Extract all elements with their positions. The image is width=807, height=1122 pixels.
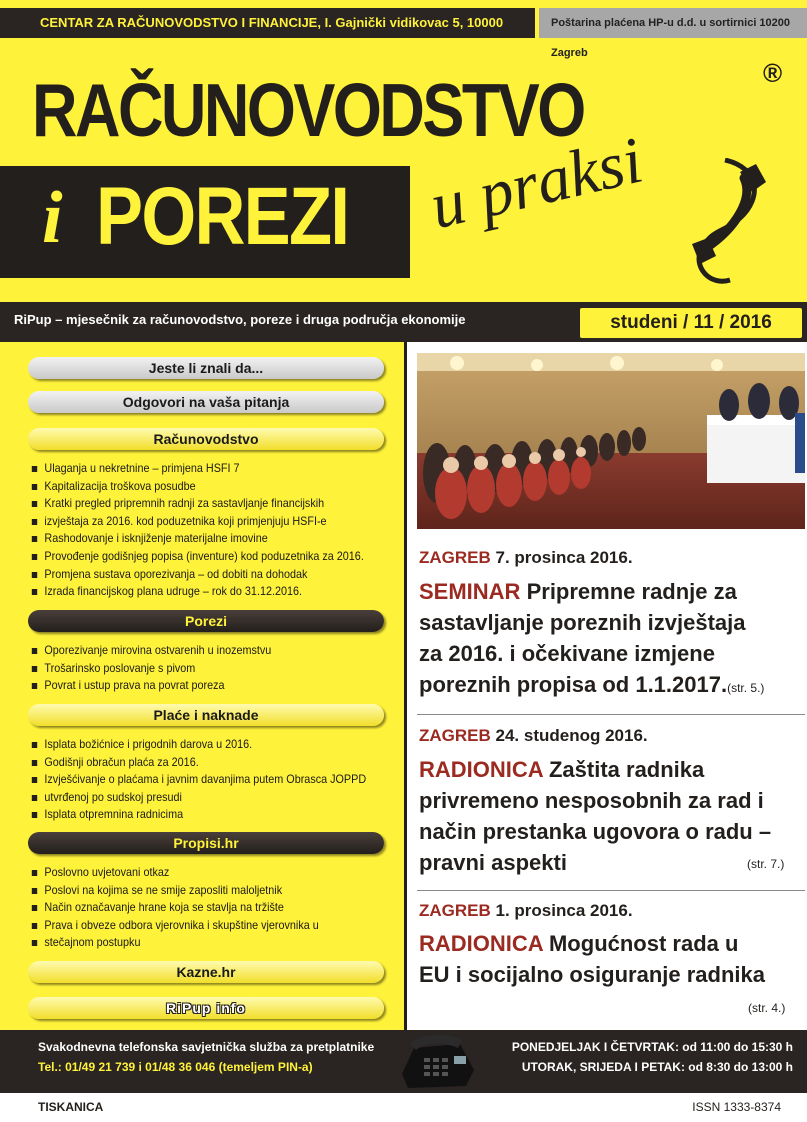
list-item: Kapitalizacija troškova posudbe	[30, 478, 395, 496]
section-porezi[interactable]: Porezi	[28, 610, 384, 632]
title-porezi: POREZI	[96, 171, 349, 262]
event-divider	[417, 714, 805, 715]
list-item: Isplata božićnice i prigodnih darova u 2016.	[30, 736, 395, 754]
racunovodstvo-list	[30, 460, 395, 601]
event-page-ref: (str. 4.)	[748, 1001, 786, 1015]
column-divider	[404, 342, 407, 1030]
section-place[interactable]: Plaće i naknade	[28, 704, 384, 726]
section-ripup-info[interactable]: RiPup info	[28, 997, 384, 1019]
section-odgovori[interactable]: Odgovori na vaša pitanja	[28, 391, 384, 413]
title-i: i	[42, 177, 63, 259]
event-city: ZAGREB	[419, 726, 491, 745]
event-1-date	[419, 548, 633, 568]
event-1-title[interactable]	[419, 576, 803, 704]
list-item: Isplata otpremnina radnicima	[30, 806, 395, 824]
list-item-continued: stečajnom postupku	[30, 934, 395, 952]
event-title-line: EU i socijalno osiguranje radnika	[419, 962, 765, 987]
event-3-date	[419, 901, 633, 921]
footer-hours-1: PONEDJELJAK I ČETVRTAK: od 11:00 do 15:30 h	[511, 1040, 793, 1054]
publisher-bar: CENTAR ZA RAČUNOVODSTVO I FINANCIJE, I. Gajnički vidikovac 5, 10000 Zagreb	[0, 8, 535, 38]
desk-phone-icon	[396, 1034, 478, 1090]
event-kind: RADIONICA	[419, 931, 543, 956]
issue-date: studeni / 11 / 2016	[580, 308, 802, 338]
section-racunovodstvo[interactable]: Računovodstvo	[28, 428, 384, 450]
event-title-line: Pripremne radnje za	[526, 579, 737, 604]
telephone-handset-icon	[670, 158, 780, 288]
section-propisi[interactable]: Propisi.hr	[28, 832, 384, 854]
event-city: ZAGREB	[419, 548, 491, 567]
event-kind: RADIONICA	[419, 757, 543, 782]
event-kind: SEMINAR	[419, 579, 521, 604]
magazine-title: RAČUNOVODSTVO	[32, 68, 584, 152]
footer-service-text: Svakodnevna telefonska savjetnička služba za pretplatnike	[38, 1040, 375, 1054]
event-divider	[417, 890, 805, 891]
event-2-date	[419, 726, 648, 746]
event-date-text: 7. prosinca 2016.	[495, 548, 633, 567]
section-kazne[interactable]: Kazne.hr	[28, 961, 384, 983]
event-title-line: sastavljanje poreznih izvještaja	[419, 610, 746, 635]
list-item: Promjena sustava oporezivanja – od dobiti na dohodak	[30, 566, 395, 584]
footer-hours-2: UTORAK, SRIJEDA I PETAK: od 8:30 do 13:00 h	[521, 1060, 793, 1074]
seminar-audience-photo	[417, 353, 805, 529]
list-item: Poslovno uvjetovani otkaz	[30, 864, 395, 882]
registered-mark: ®	[763, 58, 783, 88]
list-item: Prava i obveze odbora vjerovnika i skupštine vjerovnika u	[30, 917, 395, 935]
list-item-continued: izvještaja za 2016. kod poduzetnika koji primjenjuju HSFI-e	[30, 513, 395, 531]
title-script: u praksi	[423, 123, 650, 244]
printer-label: TISKANICA	[38, 1100, 104, 1114]
event-title-line: poreznih propisa od 1.1.2017.	[419, 672, 728, 697]
list-item: Izvješćivanje o plaćama i javnim davanjima putem Obrasca JOPPD	[30, 771, 395, 789]
event-page-ref: (str. 7.)	[747, 857, 785, 871]
event-title-line: način prestanka ugovora o radu –	[419, 819, 772, 844]
list-item-continued: utvrđenoj po sudskoj presudi	[30, 789, 395, 807]
event-title-line: Mogućnost rada u	[548, 931, 739, 956]
list-item: Izrada financijskog plana udruge – rok do 31.12.2016.	[30, 583, 395, 601]
event-date-text: 1. prosinca 2016.	[495, 901, 633, 920]
event-date-text: 24. studenog 2016.	[495, 726, 648, 745]
event-title-line: pravni aspekti	[419, 850, 567, 875]
propisi-list	[30, 864, 395, 952]
list-item: Ulaganja u nekretnine – primjena HSFI 7	[30, 460, 395, 478]
list-item: Oporezivanje mirovina ostvarenih u inozemstvu	[30, 642, 395, 660]
event-title-line: za 2016. i očekivane izmjene	[419, 641, 715, 666]
event-title-line: privremeno nesposobnih za rad i	[419, 788, 764, 813]
list-item: Provođenje godišnjeg popisa (inventure) kod poduzetnika za 2016.	[30, 548, 395, 566]
event-2-title[interactable]	[419, 754, 803, 878]
list-item: Trošarinsko poslovanje s pivom	[30, 660, 395, 678]
footer-phone-numbers: Tel.: 01/49 21 739 i 01/48 36 046 (temeljem PIN-a)	[38, 1060, 313, 1074]
list-item: Način označavanje hrane koja se stavlja na tržište	[30, 899, 395, 917]
list-item: Rashodovanje i isknjiženje materijalne imovine	[30, 530, 395, 548]
postage-bar: Poštarina plaćena HP-u d.d. u sortirnici 10200 Zagreb	[539, 8, 807, 38]
list-item: Godišnji obračun plaća za 2016.	[30, 754, 395, 772]
event-title-line: Zaštita radnika	[548, 757, 705, 782]
event-3-title[interactable]	[419, 928, 803, 990]
event-city: ZAGREB	[419, 901, 491, 920]
issn: ISSN 1333-8374	[692, 1100, 781, 1114]
list-item: Povrat i ustup prava na povrat poreza	[30, 677, 395, 695]
list-item: Kratki pregled pripremnih radnji za sastavljanje financijskih	[30, 495, 395, 513]
place-list	[30, 736, 395, 824]
event-page-ref: (str. 5.)	[727, 681, 765, 695]
section-jeste-li-znali[interactable]: Jeste li znali da...	[28, 357, 384, 379]
porezi-list	[30, 642, 395, 695]
subtitle: RiPup – mjesečnik za računovodstvo, poreze i druga područja ekonomije	[14, 312, 466, 327]
list-item: Poslovi na kojima se ne smije zaposliti maloljetnik	[30, 882, 395, 900]
